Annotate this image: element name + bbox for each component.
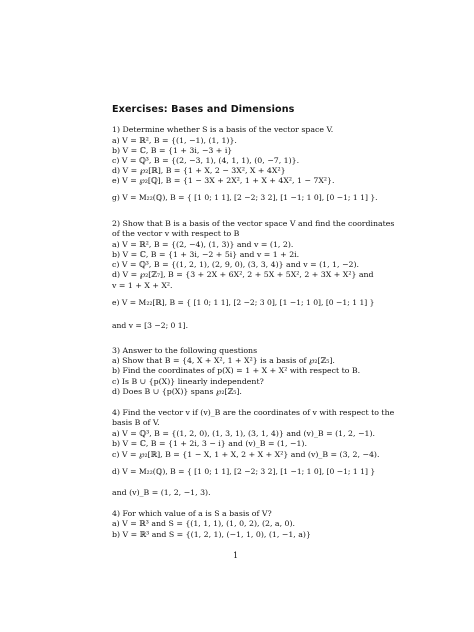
text-line: 3) Answer to the following questions [112, 346, 258, 355]
text-line: a) V = ℚ³, B = {(1, 2, 0), (1, 3, 1), (3, 1, 4)} and (v)_B = (1, 2, −1). [112, 429, 375, 438]
text-line: g) V = M₂₂(ℚ), B = { [1 0; 1 1], [2 −2; 3 2], [1 −1; 1 0], [0 −1; 1 1] }. [112, 193, 378, 202]
text-line: a) Show that B = {4, X + X², 1 + X²} is a basis of ℘₂[ℤ₅]. [112, 356, 335, 365]
text-line: a) V = ℝ², B = {(2, −4), (1, 3)} and v = (1, 2). [112, 240, 294, 249]
text-line: c) V = ℘₂[ℝ], B = {1 − X, 1 + X, 2 + X + X²} and (v)_B = (3, 2, −4). [112, 450, 380, 459]
text-line: d) Does B ∪ {p(X)} spans ℘₂[ℤ₅]. [112, 387, 242, 396]
text-line: c) V = ℚ³, B = {(1, 2, 1), (2, 9, 0), (3, 3, 4)} and v = (1, 1, −2). [112, 260, 359, 269]
text-line: v = 1 + X + X². [112, 281, 173, 290]
text-line: of the vector v with respect to B [112, 229, 240, 238]
text-line: and (v)_B = (1, 2, −1, 3). [112, 488, 211, 497]
text-line: 4) For which value of a is S a basis of V? [112, 509, 272, 518]
text-line: b) Find the coordinates of p(X) = 1 + X + X² with respect to B. [112, 366, 361, 375]
text-line: basis B of V. [112, 418, 160, 427]
text-line: 4) Find the vector v if (v)_B are the coordinates of v with respect to the [112, 408, 395, 417]
text-line: a) V = ℝ², B = {(1, −1), (1, 1)}. [112, 136, 237, 145]
page-number: 1 [233, 550, 239, 560]
text-line: 1) Determine whether S is a basis of the vector space V. [112, 125, 334, 134]
text-line: a) V = ℝ³ and S = {(1, 1, 1), (1, 0, 2), (2, a, 0). [112, 519, 296, 528]
text-line: b) V = ℂ, B = {1 + 3i, −3 + i} [112, 146, 233, 155]
text-line: c) Is B ∪ {p(X)} linearly independent? [112, 377, 264, 386]
text-line: 2) Show that B is a basis of the vector space V and find the coordinates [112, 219, 395, 228]
text-line: e) V = M₂₂[ℝ], B = { [1 0; 1 1], [2 −2; 3 0], [1 −1; 1 0], [0 −1; 1 1] } [112, 298, 375, 307]
text-line: e) V = ℘₂[ℚ], B = {1 − 3X + 2X², 1 + X + 4X², 1 − 7X²}. [112, 176, 335, 185]
text-line: b) V = ℂ, B = {1 + 3i, −2 + 5i} and v = 1 + 2i. [112, 250, 300, 259]
text-line: c) V = ℚ³, B = {(2, −3, 1), (4, 1, 1), (0, −7, 1)}. [112, 156, 300, 165]
document-title: Exercises: Bases and Dimensions [112, 104, 295, 115]
text-line: b) V = ℂ, B = {1 + 2i, 3 − i} and (v)_B = (1, −1). [112, 439, 307, 448]
text-line: d) V = ℘₂[ℝ], B = {1 + X, 2 − 3X², X + 4X²} [112, 166, 286, 175]
text-line: and v = [3 −2; 0 1]. [112, 321, 189, 330]
text-line: d) V = ℘₂[ℤ₇], B = {3 + 2X + 6X², 2 + 5X + 5X², 2 + 3X + X²} and [112, 270, 374, 279]
text-line: b) V = ℝ³ and S = {(1, 2, 1), (−1, 1, 0), (1, −1, a)} [112, 530, 311, 539]
text-line: d) V = M₂₂(ℚ), B = { [1 0; 1 1], [2 −2; 3 2], [1 −1; 1 0], [0 −1; 1 1] } [112, 467, 376, 476]
